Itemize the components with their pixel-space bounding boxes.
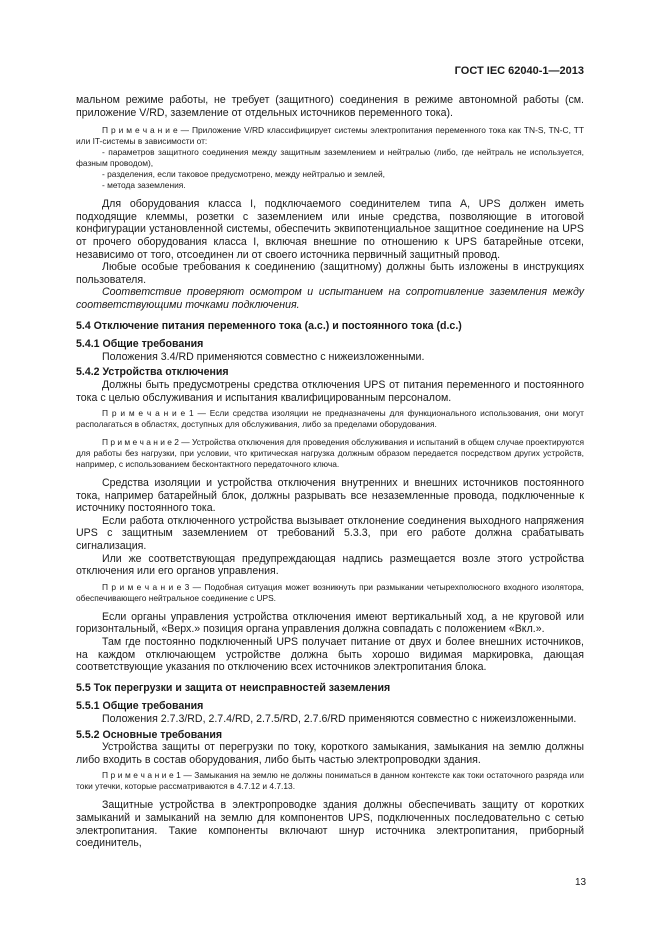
paragraph-compliance: Соответствие проверяют осмотром и испытанием на сопротивление заземления между соответствующими точками подключения. bbox=[76, 286, 584, 311]
note-2-5-4-2: П р и м е ч а н и е 2 — Устройства отключения для проведения обслуживания и испытаний в общем случае проектируются для работы без нагрузки, при условии, что критическая нагрузка должным образом передается посредством других устройств, например, с использованием бесконтактного передаточного ключа. bbox=[76, 437, 584, 470]
section-5-4-title: 5.4 Отключение питания переменного тока (а.с.) и постоянного тока (d.c.) bbox=[76, 319, 462, 332]
note-vrd bbox=[76, 125, 584, 191]
paragraph-special: Любые особые требования к соединению (защитному) должны быть изложены в инструкциях пользователя. bbox=[76, 261, 584, 286]
note-word: П р и м е ч а н и е bbox=[102, 125, 178, 136]
paragraph-multi-source: Там где постоянно подключенный UPS получает питание от двух и более внешних источников, на каждом отключающем устройстве должна быть хорошо видимая маркировка, дающая соответствующие указания по отключению всех источников электропитания блока. bbox=[76, 636, 584, 674]
section-5-5-1-text: Положения 2.7.3/RD, 2.7.4/RD, 2.7.5/RD, 2.7.6/RD применяются совместно с нижеизложенными. bbox=[102, 713, 577, 725]
note-vrd-item: - параметров защитного соединения между защитным заземлением и нейтралью (либо, где нейтраль не используется, фазным проводом), bbox=[76, 147, 584, 169]
page-body bbox=[76, 94, 584, 850]
section-5-4-2-title: 5.4.2 Устройства отключения bbox=[76, 366, 229, 379]
section-5-5-1-title: 5.5.1 Общие требования bbox=[76, 700, 204, 713]
note-1-5-4-2: П р и м е ч а н и е 1 — Если средства изоляции не предназначены для функционального использования, они могут располагаться в областях, доступных для обслуживания, либо за пределами оборудования. bbox=[76, 408, 584, 430]
note-vrd-item: - разделения, если таковое предусмотрено, между нейтралью и землей, bbox=[102, 169, 386, 180]
section-5-4-1-title: 5.4.1 Общие требования bbox=[76, 338, 204, 351]
paragraph-class1: Для оборудования класса I, подключаемого соединителем типа A, UPS должен иметь подходящие клеммы, розетки с заземлением или иные средства, позволяющие в итоговой конфигурации установленной системы, обеспечить эквипотенциальное защитное соединение на UPS от прочего оборудования класса I, включая внешние по отношению к UPS батарейные отсеки, независимо от того, отсоединен ли от своего источника первичный защитный провод. bbox=[76, 198, 584, 261]
section-5-5-title: 5.5 Ток перегрузки и защита от неисправностей заземления bbox=[76, 681, 391, 694]
note-vrd-item: - метода заземления. bbox=[102, 180, 186, 191]
paragraph-intro: мальном режиме работы, не требует (защитного) соединения в режиме автономной работы (см. приложение V/RD, заземление от отдельных источников переменного тока). bbox=[76, 94, 584, 119]
section-5-5-2-text: Устройства защиты от перегрузки по току, короткого замыкания, замыкания на землю должны либо входить в состав оборудования, либо быть частью электропроводки здания. bbox=[76, 741, 584, 766]
note-word: П р и м е ч а н и е bbox=[102, 770, 174, 781]
page-number: 13 bbox=[575, 877, 587, 888]
section-5-5-2-title: 5.5.2 Основные требования bbox=[76, 728, 223, 741]
note-3-5-4-2: П р и м е ч а н и е 3 — Подобная ситуация может возникнуть при размыкании четырехполюсного входного изолятора, обеспечивающего нейтральное соединение с UPS. bbox=[76, 581, 584, 603]
section-5-4-2-text: Должны быть предусмотрены средства отключения UPS от питания переменного и постоянного тока с целью обслуживания и испытания квалифицированным персоналом. bbox=[76, 378, 584, 404]
note-word: П р и м е ч а н и е bbox=[102, 581, 182, 592]
paragraph-warning: Или же соответствующая предупреждающая надпись размещается возле этого устройства отключения или его органов управления. bbox=[76, 552, 584, 578]
paragraph-isolation: Средства изоляции и устройства отключения внутренних и внешних источников постоянного тока, например батарейный блок, должны разрывать все незаземленные провода, подключенные к источнику постоянного тока. bbox=[76, 477, 584, 515]
paragraph-wiring: Защитные устройства в электропроводке здания должны обеспечивать защиту от коротких замыканий и замыканий на землю для компонентов UPS, подключенных последовательно с сетью электропитания. Такие компоненты включают шнур источника электропитания, приборный соединитель, bbox=[76, 799, 584, 850]
note-word: П р и м е ч а н и е bbox=[102, 437, 172, 448]
document-code-header: ГОСТ IEC 62040-1—2013 bbox=[454, 65, 584, 77]
section-5-4-1-text: Положения 3.4/RD применяются совместно с нижеизложенными. bbox=[102, 350, 425, 363]
paragraph-vertical: Если органы управления устройства отключения имеют вертикальный ход, а не круговой или горизонтальный, «Верх.» позиция органа управления должна совпадать с положением «Вкл.». bbox=[76, 610, 584, 636]
paragraph-operation: Если работа отключенного устройства вызывает отклонение соединения выходного напряжения UPS с защитным заземлением от требований 5.3.3, при его работе должна срабатывать сигнализация. bbox=[76, 514, 584, 553]
note-word: П р и м е ч а н и е bbox=[102, 408, 186, 419]
note-1-5-5-2: П р и м е ч а н и е 1 — Замыкания на землю не должны пониматься в данном контексте как токи остаточного разряда или токи утечки, которые рассматриваются в 4.7.12 и 4.7.13. bbox=[76, 770, 584, 792]
note-vrd-text: П р и м е ч а н и е — Приложение V/RD классифицирует системы электропитания переменного тока как TN-S, TN-C, TT или IT-системы в зависимости от: bbox=[76, 125, 584, 147]
